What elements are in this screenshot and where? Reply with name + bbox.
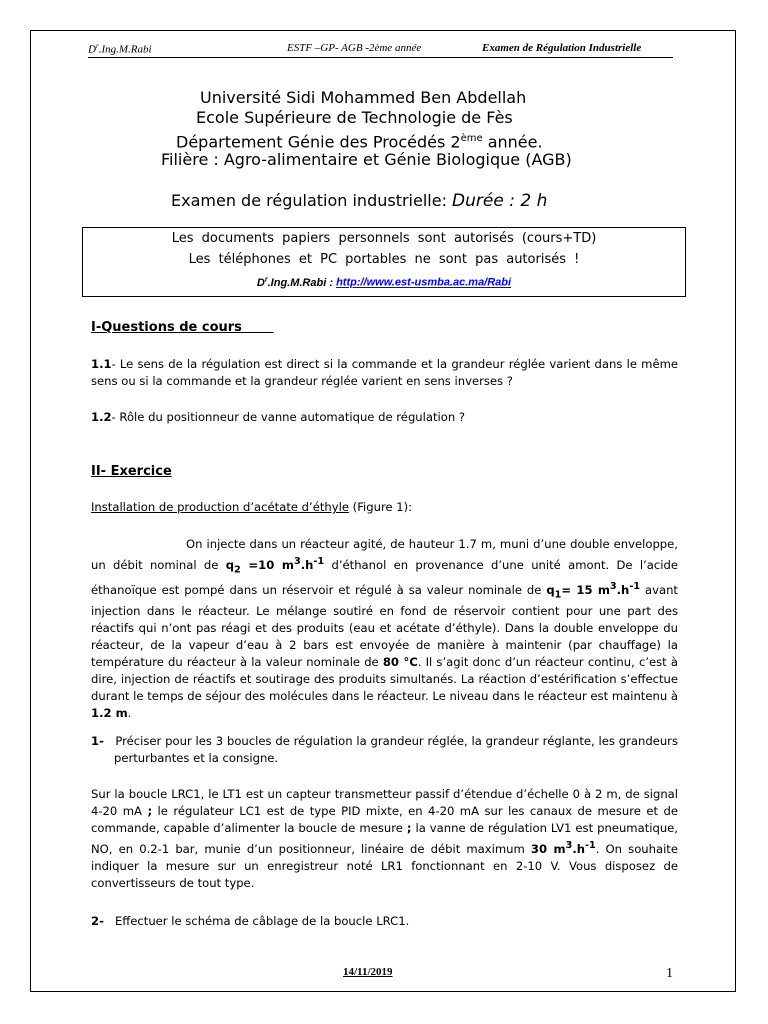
installation-subtitle: Installation de production d’acétate d’éthyle (Figure 1): xyxy=(91,500,413,514)
rule-phones: Les téléphones et PC portables ne sont pas autorisés ! xyxy=(188,252,580,267)
header-rule xyxy=(88,57,673,58)
header-course: ESTF –GP- AGB -2ème année xyxy=(287,42,422,54)
header-author: $D^r.Ing.M.Rabi$ xyxy=(88,42,152,56)
section2-title: II- Exercice xyxy=(91,464,172,479)
program-name: Filière : Agro-alimentaire et Génie Biologique (AGB) xyxy=(161,150,572,169)
exam-title: Examen de régulation industrielle: Durée : 2 h xyxy=(171,191,548,211)
exercise-question-2: 2- Effectuer le schéma de câblage de la boucle LRC1. xyxy=(91,914,410,928)
rules-box xyxy=(82,227,686,297)
header-exam: Examen de Régulation Industrielle xyxy=(482,42,642,54)
rule-documents: Les documents papiers personnels sont autorisés (cours+TD) xyxy=(171,231,597,246)
school-name: Ecole Supérieure de Technologie de Fès xyxy=(196,108,513,127)
footer-date: 14/11/2019 xyxy=(343,966,393,978)
paragraph-description: On injecte dans un réacteur agité, de hauteur 1.7 m, muni d’une double enveloppe, un débit nominal de $q_2 =10$ $m^3.h^{-1}$ d’éthanol en provenance d’une unité amont. De l’acide éthanoïque est pompé dans un réservoir et régulé à sa valeur nominale de $q_1= 15$ $m^3.h^{-1}$ avant injection dans le réacteur. Le mélange soutiré en fond de réservoir contient pour une part des réactifs qui n’ont pas réagi et des produits (eau et acétate d’éthyle). Dans la double enveloppe du réacteur, de la vapeur d’eau à 2 bars est envoyée de manière à maintenir (par chauffage) la température du réacteur à la valeur nominale de 80 °C. Il s’agit donc d’un réacteur continu, c’est à dire, injection de réactifs et soutirage des produits simultanés. La réaction d’estérification s’effectue durant le temps de séjour des molécules dans le réacteur. Le niveau dans le réacteur est maintenu à 1.2 m. xyxy=(91,537,678,721)
exercise-question-1: 1- Préciser pour les 3 boucles de régulation la grandeur réglée, la grandeur réglante, les grandeurs perturbantes et la consigne. xyxy=(91,734,678,765)
author-website-link[interactable]: http://www.est-usmba.ac.ma/Rabi xyxy=(336,276,512,289)
question-1-2: 1.2- Rôle du positionneur de vanne automatique de régulation ? xyxy=(91,410,466,424)
question-1-1: 1.1- Le sens de la régulation est direct si la commande et la grandeur réglée varient dans le même sens ou si la commande et la grandeur réglée varient en sens inverses ? xyxy=(91,357,678,388)
section1-title: I-Questions de cours xyxy=(91,320,242,335)
paragraph-loop-lrc1: Sur la boucle LRC1, le LT1 est un capteur transmetteur passif d’étendue d’échelle 0 à 2 m, de signal 4-20 mA ; le régulateur LC1 est de type PID mixte, en 4-20 mA sur les canaux de mesure et de commande, capable d’alimenter la boucle de mesure ; la vanne de régulation LV1 est pneumatique, NO, en 0.2-1 bar, munie d’un positionneur, linéaire de débit maximum 30 $m^3.h^{-1}$. On souhaite indiquer la mesure sur un enregistreur noté LR1 fonctionnant en 2-10 V. Vous disposez de convertisseurs de tout type. xyxy=(91,787,678,890)
department-name: Département Génie des Procédés 2ème année. xyxy=(176,132,543,152)
author-link-line: $D^r.Ing.M.Rabi$ : http://www.est-usmba.ac.ma/Rabi xyxy=(256,276,512,289)
university-name: Université Sidi Mohammed Ben Abdellah xyxy=(200,88,527,107)
page-number: 1 xyxy=(666,966,673,981)
